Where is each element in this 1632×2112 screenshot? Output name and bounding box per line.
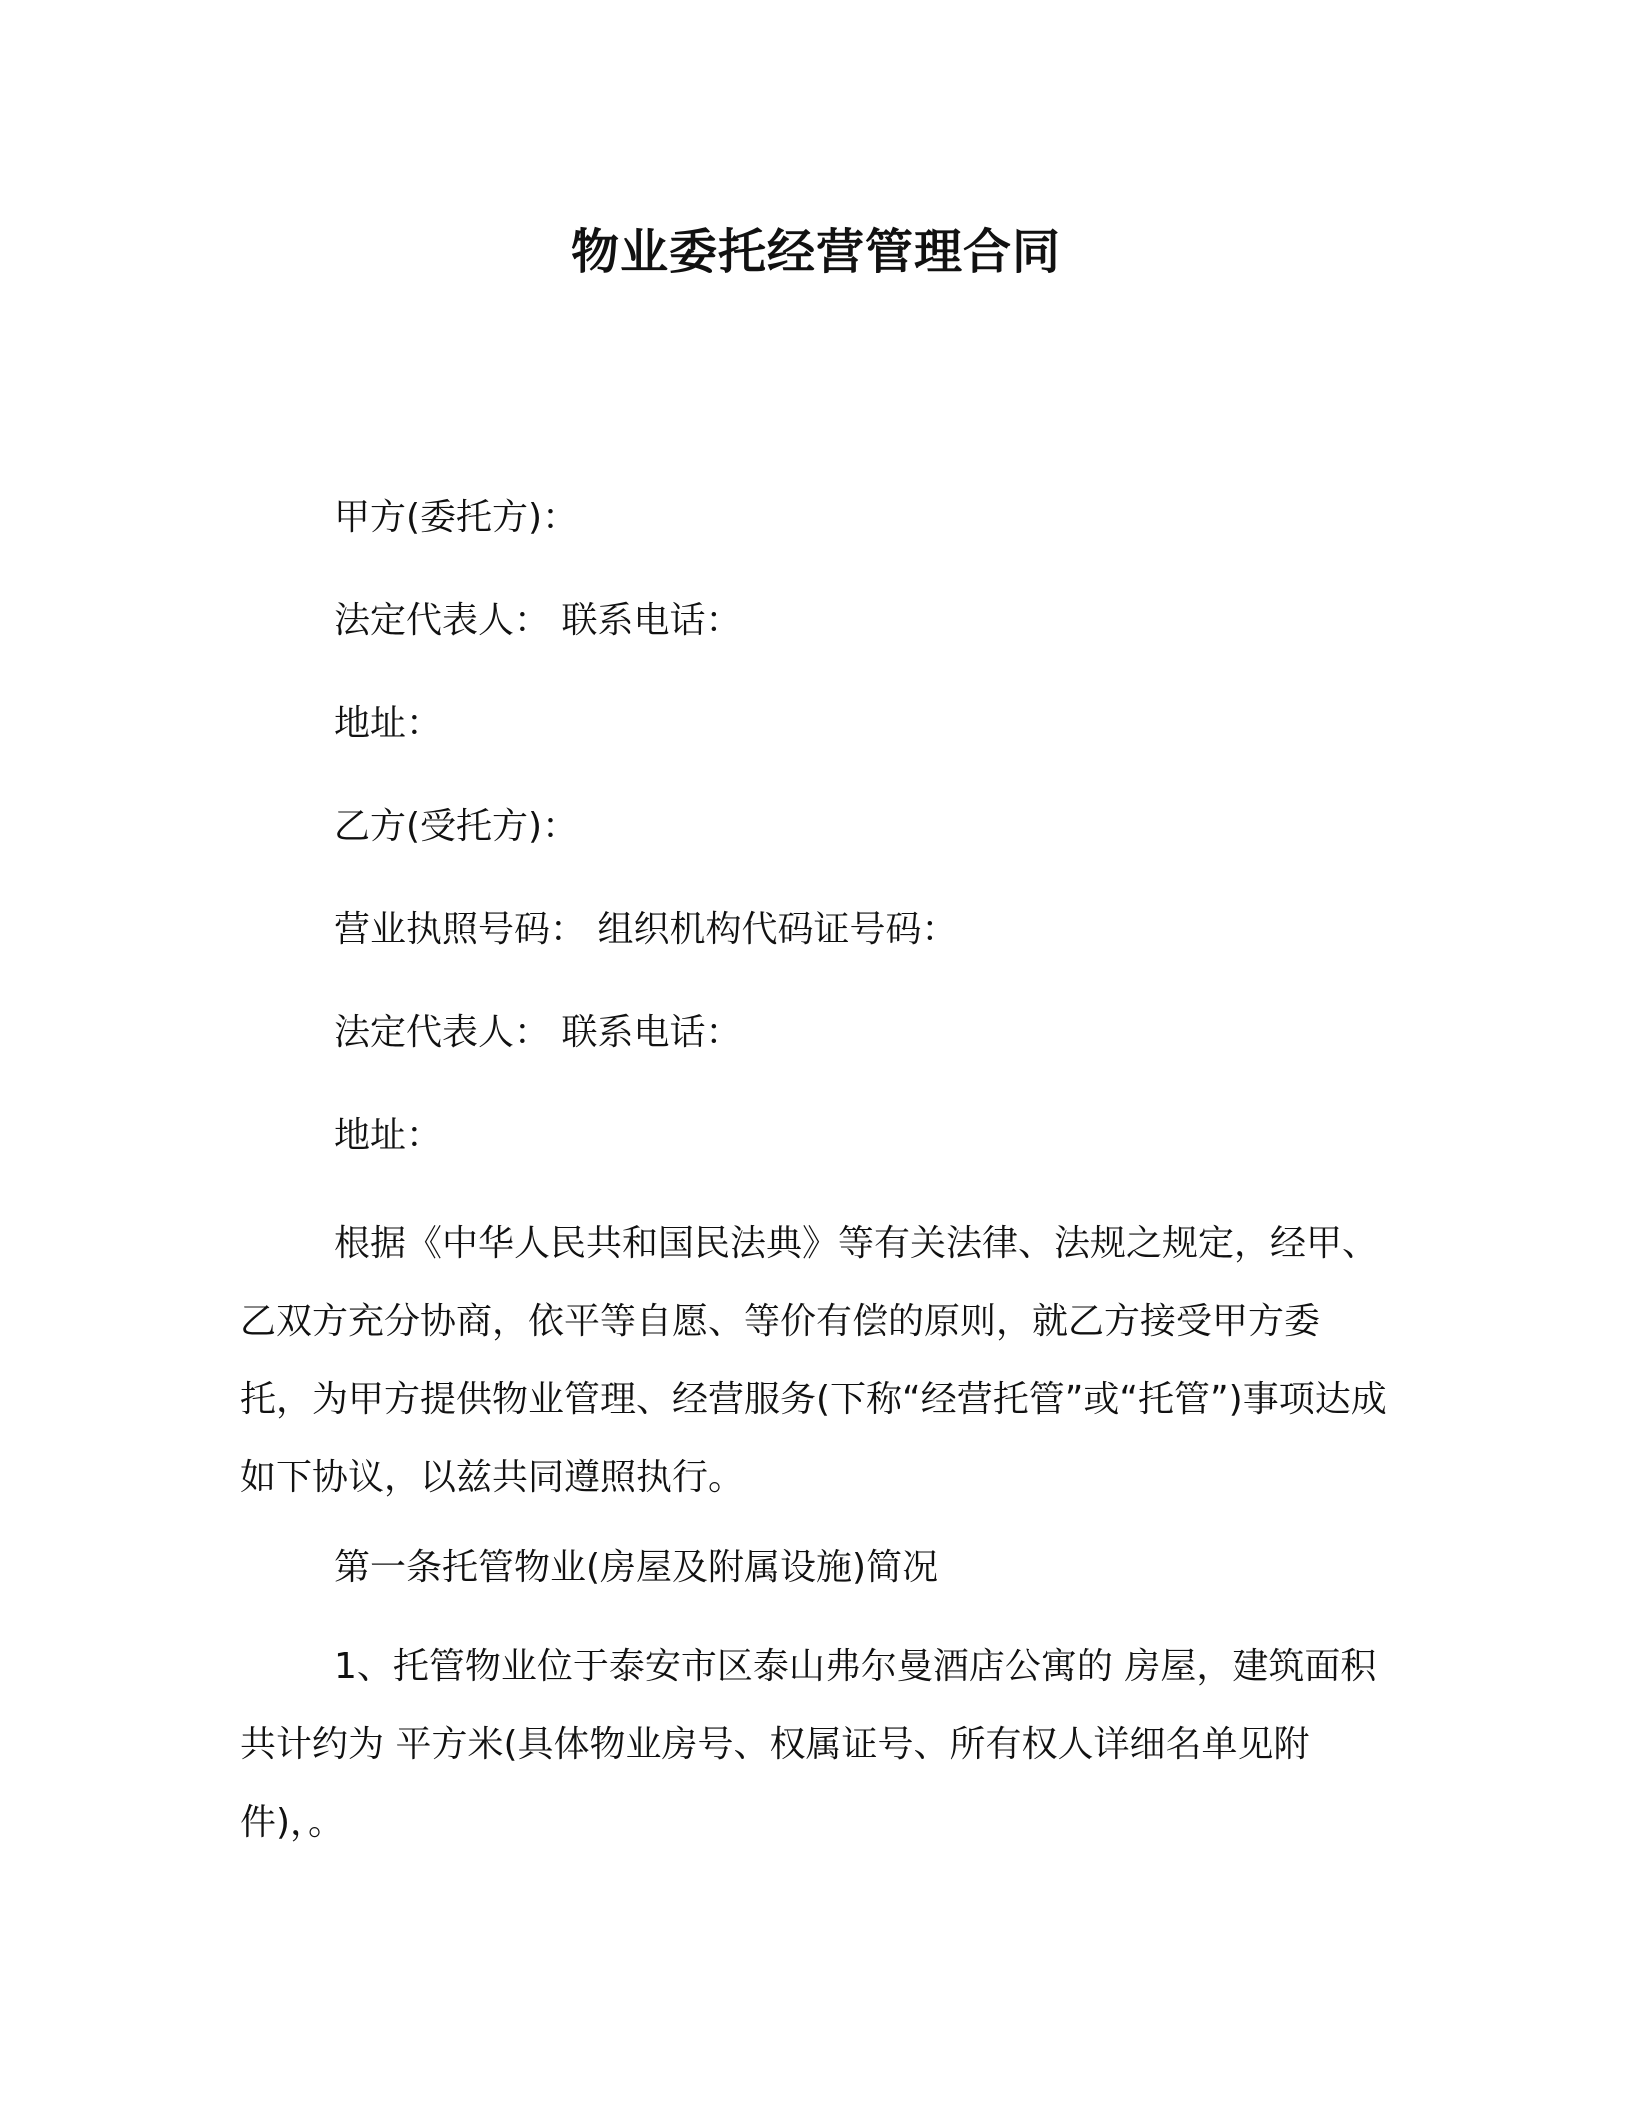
party-b-heading: 乙方(受托方)： — [334, 806, 579, 847]
article-1-item-1 — [240, 1628, 1390, 1862]
document-title: 物业委托经营管理合同 — [570, 224, 1061, 280]
preamble-text: 根据《中华人民共和国民法典》等有关法律、法规之规定，经甲、乙双方充分协商，依平等自愿、等价有偿的原则，就乙方接受甲方委托，为甲方提供物业管理、经营服务(下称“经营托管”或“托管”)事项达成如下协议，以兹共同遵照执行。 — [240, 1223, 1387, 1498]
party-b-representative-phone: 法定代表人： 联系电话： — [334, 1012, 742, 1053]
preamble-paragraph — [240, 1205, 1390, 1517]
party-a-address: 地址： — [334, 703, 443, 744]
party-b-license-number: 营业执照号码： 组织机构代码证号码： — [334, 909, 958, 950]
party-a-heading: 甲方(委托方)： — [334, 497, 579, 538]
party-a-representative-phone: 法定代表人： 联系电话： — [334, 600, 742, 641]
article-1-heading: 第一条托管物业(房屋及附属设施)简况 — [334, 1547, 939, 1588]
party-b-address: 地址： — [334, 1115, 443, 1156]
article-1-item-1-text: 1、托管物业位于泰安市区泰山弗尔曼酒店公寓的 房屋，建筑面积共计约为 平方米(具体物业房号、权属证号、所有权人详细名单见附件)，。 — [240, 1646, 1377, 1843]
